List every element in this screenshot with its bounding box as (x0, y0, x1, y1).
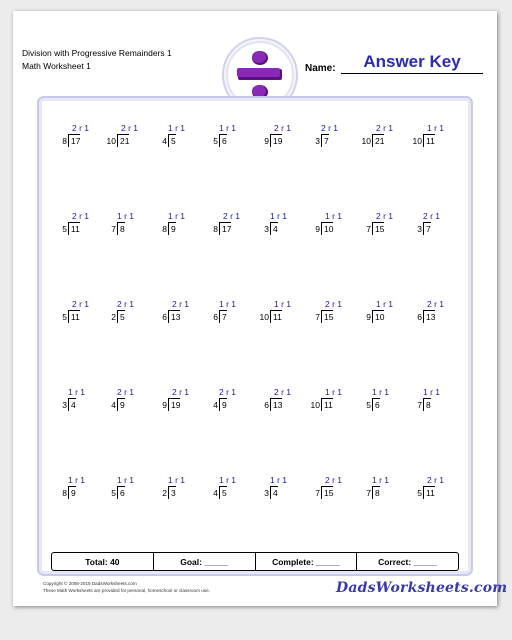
divisor: 7 (111, 224, 116, 234)
correct-cell: Correct: _____ (378, 556, 438, 567)
quotient-answer: 2 r 1 (219, 387, 237, 397)
division-bracket (270, 486, 278, 499)
quotient-answer: 1 r 1 (168, 211, 186, 221)
dividend: 7 (324, 136, 329, 146)
division-bracket (321, 222, 333, 235)
division-problem (407, 211, 447, 241)
quotient-answer: 2 r 1 (274, 123, 292, 133)
dividend: 9 (171, 224, 176, 234)
division-bracket (117, 486, 125, 499)
dividend: 6 (222, 136, 227, 146)
quotient-answer: 1 r 1 (325, 387, 343, 397)
copyright (43, 580, 210, 594)
divisor: 6 (417, 312, 422, 322)
quotient-answer: 1 r 1 (168, 475, 186, 485)
quotient-answer: 1 r 1 (117, 475, 135, 485)
divisor: 3 (264, 488, 269, 498)
quotient-answer: 2 r 1 (427, 299, 445, 309)
division-problem (305, 387, 345, 417)
divisor: 4 (162, 136, 167, 146)
division-problem (254, 123, 294, 153)
dividend: 9 (71, 488, 76, 498)
division-bracket (117, 134, 129, 147)
dividend: 9 (120, 400, 125, 410)
quotient-answer: 1 r 1 (372, 387, 390, 397)
dividend: 5 (222, 488, 227, 498)
divisor: 7 (315, 488, 320, 498)
dividend: 21 (375, 136, 385, 146)
quotient-answer: 2 r 1 (121, 123, 139, 133)
division-bracket (168, 134, 176, 147)
quotient-answer: 1 r 1 (219, 299, 237, 309)
title-line-2: Math Worksheet 1 (22, 61, 91, 71)
division-problem (407, 475, 447, 505)
quotient-answer: 2 r 1 (427, 475, 445, 485)
quotient-answer: 2 r 1 (274, 387, 292, 397)
divisor: 7 (366, 488, 371, 498)
division-bracket (372, 486, 380, 499)
divisor: 7 (417, 400, 422, 410)
quotient-answer: 1 r 1 (219, 475, 237, 485)
division-bracket (219, 310, 227, 323)
copyright-line-1: Copyright © 2008-2019 DadsWorksheets.com (43, 581, 137, 586)
dividend: 11 (71, 312, 80, 322)
division-problem (407, 299, 447, 329)
division-problem (203, 299, 243, 329)
division-problem (203, 387, 243, 417)
divisor: 10 (361, 136, 371, 146)
divisor: 8 (162, 224, 167, 234)
divisor: 5 (111, 488, 116, 498)
division-problem (254, 475, 294, 505)
dividend: 15 (375, 224, 385, 234)
quotient-answer: 1 r 1 (68, 475, 86, 485)
division-bracket (68, 134, 80, 147)
division-problem (356, 123, 396, 153)
quotient-answer: 2 r 1 (321, 123, 339, 133)
total-cell: Total: 40 (52, 553, 154, 570)
dividend: 8 (375, 488, 380, 498)
divisor: 10 (412, 136, 422, 146)
division-bracket (270, 398, 282, 411)
divisor: 9 (366, 312, 371, 322)
quotient-answer: 2 r 1 (376, 123, 394, 133)
division-bracket (423, 398, 431, 411)
division-bracket (423, 222, 431, 235)
division-bracket (372, 134, 384, 147)
goal-cell: Goal: _____ (154, 553, 256, 570)
division-bracket (219, 486, 227, 499)
division-bracket (270, 310, 282, 323)
quotient-answer: 1 r 1 (168, 123, 186, 133)
divisor: 9 (315, 224, 320, 234)
division-problem (152, 299, 192, 329)
divisor: 10 (259, 312, 269, 322)
name-line (341, 73, 483, 74)
score-footer (51, 552, 459, 571)
division-problem (152, 123, 192, 153)
dividend: 7 (426, 224, 431, 234)
division-problem (152, 211, 192, 241)
divisor: 6 (213, 312, 218, 322)
dividend: 19 (171, 400, 181, 410)
division-bracket (423, 310, 435, 323)
divisor: 10 (310, 400, 320, 410)
quotient-answer: 1 r 1 (423, 387, 441, 397)
division-problem (52, 123, 92, 153)
division-problem (203, 211, 243, 241)
division-problem (305, 299, 345, 329)
dividend: 7 (222, 312, 227, 322)
division-problem (52, 387, 92, 417)
worksheet-title (22, 47, 172, 73)
divisor: 7 (315, 312, 320, 322)
dividend: 11 (324, 400, 333, 410)
quotient-answer: 2 r 1 (325, 299, 343, 309)
dividend: 13 (171, 312, 181, 322)
divisor: 8 (62, 136, 67, 146)
division-problem (305, 475, 345, 505)
divisor: 3 (315, 136, 320, 146)
brand-logo: DadsWorksheets.com (336, 580, 508, 596)
quotient-answer: 2 r 1 (172, 299, 190, 309)
dividend: 17 (222, 224, 232, 234)
quotient-answer: 1 r 1 (427, 123, 445, 133)
division-problem (254, 387, 294, 417)
division-bracket (372, 310, 384, 323)
title-line-1: Division with Progressive Remainders 1 (22, 48, 172, 58)
divisor: 7 (366, 224, 371, 234)
division-problem (254, 211, 294, 241)
name-label: Name: (305, 63, 336, 74)
division-bracket (372, 398, 380, 411)
quotient-answer: 1 r 1 (274, 299, 292, 309)
quotient-answer: 2 r 1 (376, 211, 394, 221)
division-problem (254, 299, 294, 329)
division-problem (203, 123, 243, 153)
division-bracket (117, 310, 125, 323)
dividend: 8 (120, 224, 125, 234)
division-bracket (68, 222, 80, 235)
division-problem (52, 299, 92, 329)
dividend: 21 (120, 136, 130, 146)
division-bracket (270, 222, 278, 235)
division-problem (356, 475, 396, 505)
divisor: 4 (213, 488, 218, 498)
division-bracket (321, 310, 333, 323)
quotient-answer: 2 r 1 (72, 299, 90, 309)
divisor: 8 (213, 224, 218, 234)
dividend: 6 (375, 400, 380, 410)
dividend: 11 (273, 312, 282, 322)
answer-key-label: Answer Key (363, 52, 461, 71)
divisor: 3 (417, 224, 422, 234)
division-bracket (68, 486, 76, 499)
division-problem (356, 299, 396, 329)
divisor: 6 (264, 400, 269, 410)
quotient-answer: 2 r 1 (423, 211, 441, 221)
divisor: 9 (162, 400, 167, 410)
dividend: 10 (324, 224, 334, 234)
divisor: 3 (264, 224, 269, 234)
division-problem (152, 475, 192, 505)
division-problem (407, 387, 447, 417)
division-bracket (168, 486, 176, 499)
division-problem (101, 475, 141, 505)
divisor: 6 (162, 312, 167, 322)
dividend: 17 (71, 136, 81, 146)
division-problem (356, 387, 396, 417)
division-problem (152, 387, 192, 417)
quotient-answer: 2 r 1 (172, 387, 190, 397)
dividend: 4 (71, 400, 76, 410)
division-bracket (423, 486, 435, 499)
division-bracket (168, 310, 180, 323)
division-problem (101, 299, 141, 329)
quotient-answer: 1 r 1 (117, 211, 135, 221)
divisor: 2 (162, 488, 167, 498)
quotient-answer: 2 r 1 (72, 123, 90, 133)
division-bracket (219, 222, 231, 235)
dividend: 15 (324, 488, 334, 498)
quotient-answer: 1 r 1 (219, 123, 237, 133)
divisor: 5 (62, 224, 67, 234)
dividend: 15 (324, 312, 334, 322)
quotient-answer: 1 r 1 (372, 475, 390, 485)
quotient-answer: 1 r 1 (270, 475, 288, 485)
divisor: 5 (366, 400, 371, 410)
division-bracket (168, 222, 176, 235)
quotient-answer: 2 r 1 (117, 387, 135, 397)
division-problem (101, 211, 141, 241)
dividend: 5 (120, 312, 125, 322)
quotient-answer: 2 r 1 (325, 475, 343, 485)
division-problem (305, 211, 345, 241)
dividend: 11 (426, 136, 435, 146)
dividend: 10 (375, 312, 385, 322)
divisor: 4 (111, 400, 116, 410)
divisor: 9 (264, 136, 269, 146)
division-bracket (321, 486, 333, 499)
dividend: 3 (171, 488, 176, 498)
division-bracket (423, 134, 435, 147)
division-bracket (321, 134, 329, 147)
quotient-answer: 1 r 1 (325, 211, 343, 221)
division-problem (52, 475, 92, 505)
divisor: 5 (417, 488, 422, 498)
quotient-answer: 1 r 1 (270, 211, 288, 221)
division-bracket (321, 398, 333, 411)
division-bracket (219, 398, 227, 411)
division-bracket (117, 398, 125, 411)
division-bracket (117, 222, 125, 235)
division-problem (203, 475, 243, 505)
division-problem (52, 211, 92, 241)
dividend: 4 (273, 488, 278, 498)
complete-cell: Complete: _____ (256, 553, 358, 570)
quotient-answer: 2 r 1 (117, 299, 135, 309)
dividend: 13 (426, 312, 436, 322)
dividend: 4 (273, 224, 278, 234)
division-problem (305, 123, 345, 153)
quotient-answer: 1 r 1 (68, 387, 86, 397)
dividend: 8 (426, 400, 431, 410)
division-problem (356, 211, 396, 241)
divisor: 5 (62, 312, 67, 322)
dividend: 11 (426, 488, 435, 498)
division-bracket (168, 398, 180, 411)
division-bracket (372, 222, 384, 235)
quotient-answer: 2 r 1 (223, 211, 241, 221)
division-problem (407, 123, 447, 153)
divisor: 2 (111, 312, 116, 322)
quotient-answer: 2 r 1 (72, 211, 90, 221)
dividend: 11 (71, 224, 80, 234)
quotient-answer: 1 r 1 (376, 299, 394, 309)
divisor: 3 (62, 400, 67, 410)
dividend: 6 (120, 488, 125, 498)
dividend: 19 (273, 136, 283, 146)
divisor: 5 (213, 136, 218, 146)
dividend: 13 (273, 400, 283, 410)
division-bracket (219, 134, 227, 147)
division-bracket (68, 310, 80, 323)
division-bracket (68, 398, 76, 411)
copyright-line-2: These Math Worksheets are provided for personal, homeschool or classroom use. (43, 588, 210, 593)
division-bracket (270, 134, 282, 147)
divisor: 10 (106, 136, 116, 146)
divisor: 8 (62, 488, 67, 498)
division-problem (101, 387, 141, 417)
dividend: 5 (171, 136, 176, 146)
divisor: 4 (213, 400, 218, 410)
dividend: 9 (222, 400, 227, 410)
division-problem (101, 123, 141, 153)
